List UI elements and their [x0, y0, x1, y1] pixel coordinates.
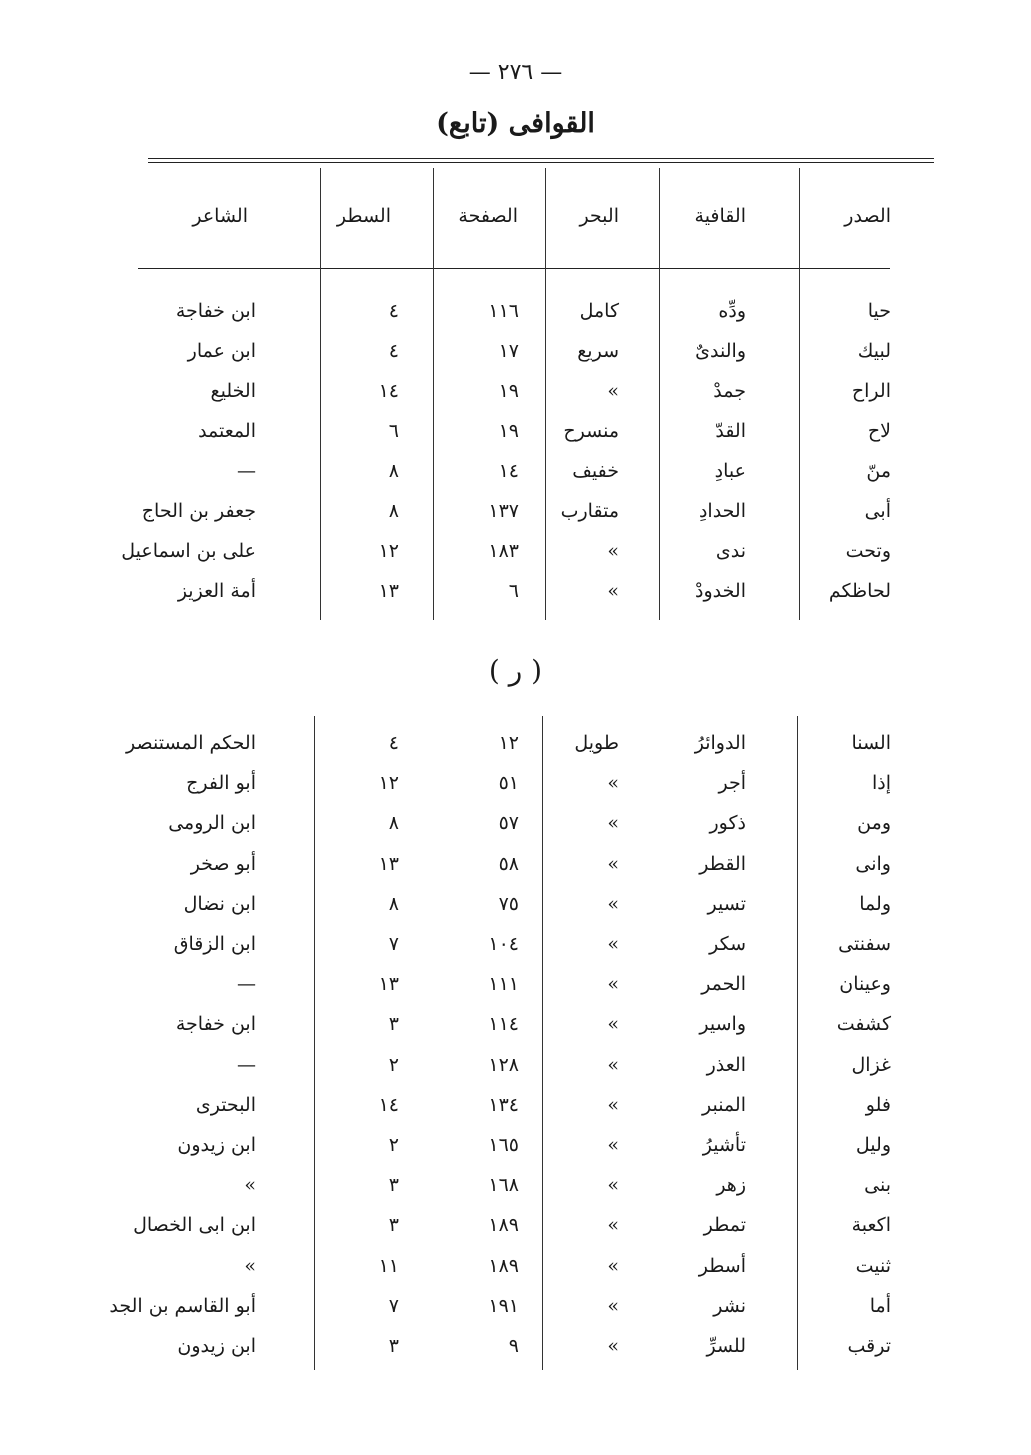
cell-satr: ٤ — [388, 732, 399, 754]
cell-safha: ١٢ — [498, 732, 519, 754]
cell-shaer: ابن عمار — [187, 340, 256, 362]
cell-shaer: — — [237, 460, 256, 482]
cell-shaer: أبو الفرج — [186, 772, 256, 795]
cell-satr: ١٣ — [378, 580, 399, 602]
cell-shaer: ابن خفاجة — [175, 300, 256, 322]
column-divider — [314, 716, 315, 1370]
cell-satr: ١١ — [378, 1254, 399, 1277]
cell-safha: ١٩١ — [488, 1294, 519, 1317]
cell-sadr: الراح — [851, 380, 891, 402]
cell-bahr: » — [607, 892, 619, 915]
cell-shaer: ابن الزقاق — [173, 933, 256, 955]
cell-satr: ٣ — [388, 1174, 399, 1197]
cell-bahr: » — [607, 1294, 619, 1317]
cell-safha: ٦ — [508, 580, 519, 602]
cell-sadr: فلو — [865, 1093, 891, 1116]
cell-shaer: جعفر بن الحاج — [141, 500, 256, 522]
cell-bahr: » — [607, 540, 619, 562]
header-qafiya: القافية — [694, 205, 746, 227]
cell-safha: ١١٦ — [488, 300, 519, 322]
cell-sadr: كشفت — [836, 1013, 891, 1036]
cell-safha: ١٨٩ — [488, 1214, 519, 1237]
cell-bahr: » — [607, 1254, 619, 1277]
cell-shaer: » — [244, 1254, 256, 1277]
cell-shaer: المعتمد — [198, 420, 256, 442]
cell-satr: ١٢ — [378, 540, 399, 562]
cell-bahr: » — [607, 580, 619, 602]
cell-safha: ١٧ — [498, 340, 519, 362]
cell-safha: ١٦٥ — [488, 1134, 519, 1156]
cell-safha: ٥١ — [498, 772, 519, 795]
cell-qafiya: ذكور — [709, 812, 746, 835]
header-bahr: البحر — [579, 205, 619, 227]
cell-shaer: ابن نضال — [183, 892, 256, 915]
cell-safha: ١٤ — [498, 460, 519, 482]
cell-qafiya: ندى — [715, 540, 746, 562]
cell-qafiya: الخدودْ — [695, 580, 746, 602]
top-rule-second — [148, 162, 934, 163]
cell-sadr: وتحت — [845, 540, 891, 562]
cell-bahr: متقارب — [560, 500, 619, 522]
section-letter-ra: ( ر ) — [488, 654, 543, 687]
cell-bahr: » — [607, 380, 619, 402]
column-divider — [433, 168, 434, 620]
cell-bahr: » — [607, 1214, 619, 1237]
cell-safha: ٧٥ — [498, 892, 519, 915]
cell-safha: ٥٧ — [498, 812, 519, 835]
cell-sadr: أما — [869, 1294, 891, 1317]
cell-sadr: وعينان — [839, 973, 891, 996]
cell-qafiya: أسطر — [698, 1254, 746, 1277]
cell-qafiya: الدوائرُ — [694, 732, 746, 754]
cell-shaer: ابن زيدون — [177, 1134, 256, 1156]
header-rule — [138, 268, 890, 269]
cell-qafiya: عبادِ — [714, 460, 746, 482]
cell-shaer: — — [237, 973, 256, 996]
cell-sadr: سفنتى — [838, 933, 891, 955]
cell-satr: ١٤ — [378, 380, 399, 402]
cell-qafiya: الحمر — [701, 973, 746, 996]
cell-sadr: ترقب — [847, 1335, 891, 1357]
cell-satr: ٤ — [388, 300, 399, 322]
cell-qafiya: ودِّه — [718, 300, 746, 322]
cell-bahr: » — [607, 973, 619, 996]
cell-safha: ٩ — [508, 1335, 519, 1357]
cell-satr: ٧ — [388, 933, 399, 955]
cell-safha: ١٦٨ — [488, 1174, 519, 1197]
cell-shaer: أبو القاسم بن الجد — [109, 1294, 256, 1317]
cell-satr: ٨ — [388, 460, 399, 482]
cell-qafiya: والندىٌ — [695, 340, 746, 362]
header-satr: السطر — [336, 205, 391, 227]
cell-qafiya: القطر — [699, 852, 746, 875]
cell-qafiya: المنبر — [701, 1093, 746, 1116]
cell-satr: ٦ — [388, 420, 399, 442]
cell-sadr: ومن — [857, 812, 891, 835]
cell-qafiya: واسير — [699, 1013, 746, 1036]
cell-sadr: حيا — [867, 300, 891, 322]
column-divider — [542, 716, 543, 1370]
column-divider — [545, 168, 546, 620]
cell-sadr: غزال — [851, 1053, 891, 1076]
cell-qafiya: القدّ — [715, 420, 746, 442]
cell-satr: ١٢ — [378, 772, 399, 795]
cell-qafiya: تأشيرُ — [702, 1134, 746, 1156]
cell-sadr: وليل — [855, 1134, 891, 1156]
cell-bahr: » — [607, 812, 619, 835]
cell-bahr: » — [607, 1335, 619, 1357]
cell-qafiya: تمطر — [703, 1214, 746, 1237]
cell-safha: ١٨٩ — [488, 1254, 519, 1277]
header-shaer: الشاعر — [192, 205, 248, 227]
cell-shaer: الخليع — [210, 380, 256, 402]
cell-qafiya: للسرِّ — [706, 1335, 746, 1357]
cell-satr: ٧ — [388, 1294, 399, 1317]
cell-satr: ٣ — [388, 1335, 399, 1357]
cell-bahr: » — [607, 1134, 619, 1156]
cell-satr: ٨ — [388, 500, 399, 522]
cell-shaer: ابن ابى الخصال — [133, 1214, 256, 1237]
cell-satr: ٢ — [388, 1134, 399, 1156]
column-divider — [320, 168, 321, 620]
cell-qafiya: زهر — [716, 1174, 746, 1197]
top-rule — [148, 158, 934, 159]
cell-bahr: سريع — [577, 340, 619, 362]
cell-satr: ١٣ — [378, 973, 399, 996]
cell-qafiya: أجر — [718, 772, 746, 795]
cell-shaer: أبو صخر — [190, 852, 256, 875]
cell-satr: ٨ — [388, 892, 399, 915]
cell-sadr: لحاظكم — [828, 580, 891, 602]
cell-sadr: بنى — [864, 1174, 891, 1197]
cell-qafiya: الحدادِ — [698, 500, 746, 522]
cell-safha: ٥٨ — [498, 852, 519, 875]
cell-safha: ١٨٣ — [488, 540, 519, 562]
cell-safha: ١١١ — [488, 973, 519, 996]
cell-satr: ٤ — [388, 340, 399, 362]
cell-bahr: » — [607, 1093, 619, 1116]
cell-sadr: وانى — [855, 852, 891, 875]
cell-shaer: ابن خفاجة — [175, 1013, 256, 1036]
cell-bahr: » — [607, 772, 619, 795]
cell-satr: ١٣ — [378, 852, 399, 875]
cell-shaer: — — [237, 1053, 256, 1076]
cell-satr: ٢ — [388, 1053, 399, 1076]
cell-sadr: منّ — [866, 460, 891, 482]
cell-safha: ١٩ — [498, 380, 519, 402]
cell-safha: ١٩ — [498, 420, 519, 442]
cell-qafiya: نشر — [713, 1294, 746, 1317]
cell-safha: ١٣٤ — [488, 1093, 519, 1116]
cell-bahr: طويل — [574, 732, 619, 754]
cell-shaer: على بن اسماعيل — [121, 540, 256, 562]
page-number: — ٢٧٦ — — [468, 60, 563, 85]
cell-shaer: البحترى — [195, 1093, 256, 1116]
cell-bahr: خفيف — [572, 460, 619, 482]
cell-shaer: ابن الرومى — [168, 812, 256, 835]
cell-sadr: أبى — [864, 500, 891, 522]
cell-sadr: السنا — [851, 732, 891, 754]
cell-bahr: » — [607, 1053, 619, 1076]
page-title: (تابع) القوافى — [436, 108, 595, 139]
cell-bahr: » — [607, 852, 619, 875]
cell-sadr: ولما — [859, 892, 891, 915]
cell-shaer: الحكم المستنصر — [126, 732, 256, 754]
cell-sadr: لبيك — [857, 340, 891, 362]
cell-safha: ١٠٤ — [488, 933, 519, 955]
cell-safha: ١٣٧ — [488, 500, 519, 522]
cell-bahr: » — [607, 1174, 619, 1197]
cell-sadr: ثنيت — [855, 1254, 891, 1277]
cell-shaer: ابن زيدون — [177, 1335, 256, 1357]
cell-qafiya: سكر — [709, 933, 746, 955]
cell-safha: ١١٤ — [488, 1013, 519, 1036]
column-divider — [797, 716, 798, 1370]
cell-bahr: » — [607, 933, 619, 955]
cell-satr: ٣ — [388, 1214, 399, 1237]
cell-shaer: أمة العزيز — [177, 580, 256, 602]
header-sadr: الصدر — [844, 205, 891, 227]
cell-sadr: إذا — [871, 772, 891, 795]
cell-bahr: » — [607, 1013, 619, 1036]
column-divider — [799, 168, 800, 620]
cell-satr: ٣ — [388, 1013, 399, 1036]
cell-sadr: اكعبة — [851, 1214, 891, 1237]
cell-satr: ١٤ — [378, 1093, 399, 1116]
cell-qafiya: جمدْ — [713, 380, 746, 402]
cell-bahr: منسرح — [563, 420, 619, 442]
column-divider — [659, 168, 660, 620]
cell-shaer: » — [244, 1174, 256, 1197]
cell-bahr: كامل — [579, 300, 619, 322]
cell-sadr: لاح — [867, 420, 891, 442]
cell-qafiya: تسير — [707, 892, 746, 915]
cell-satr: ٨ — [388, 812, 399, 835]
cell-qafiya: العذر — [706, 1053, 746, 1076]
cell-safha: ١٢٨ — [488, 1053, 519, 1076]
header-safha: الصفحة — [458, 205, 518, 227]
